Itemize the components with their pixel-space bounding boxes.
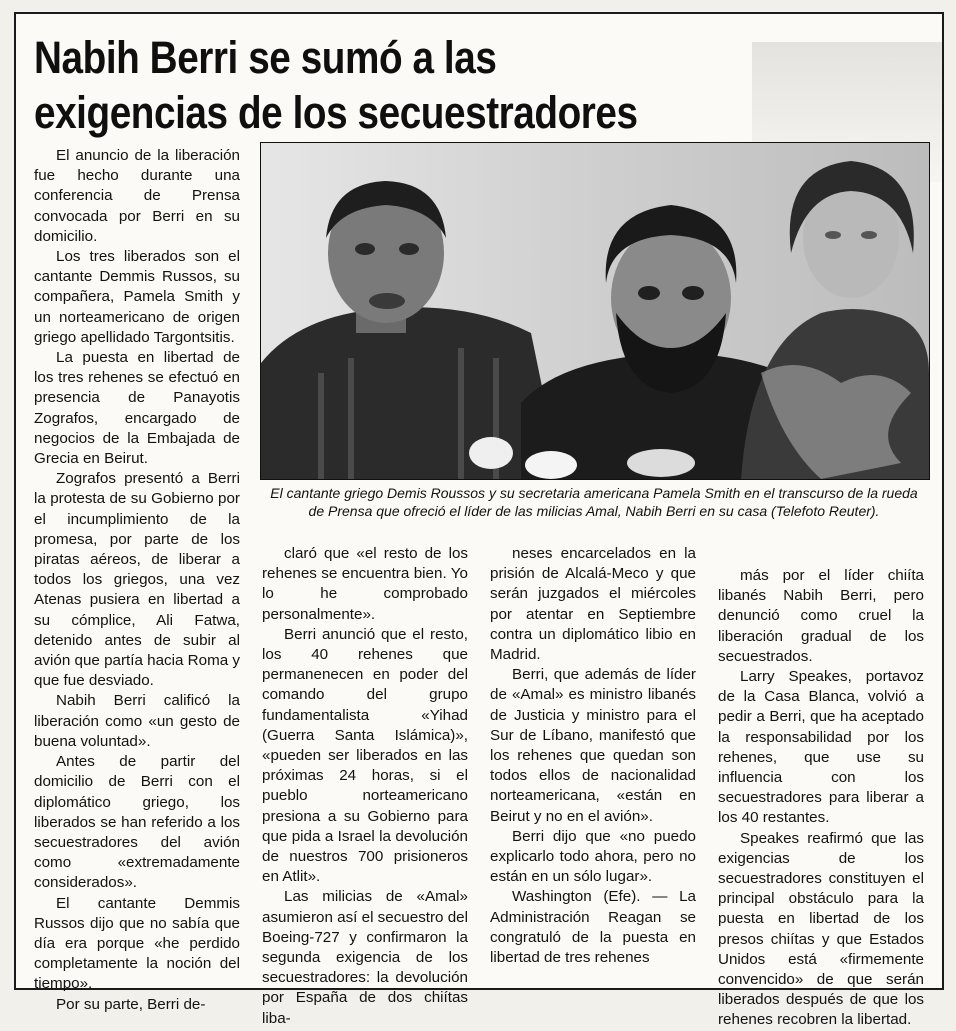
article-paragraph: El anuncio de la liberación fue hecho durante una conferencia de Prensa convocada por Berri en su domicilio. bbox=[34, 147, 240, 245]
article-paragraph: Las milicias de «Amal» asumieron así el secuestro del Boeing-727 y confirmaron la segunda exigencia de los secuestradores: la devolución por España de dos chiítas liba- bbox=[262, 888, 468, 1027]
article-paragraph: Berri, que además de líder de «Amal» es ministro libanés de Justicia y ministro para el Sur de Líbano, manifestó que los rehenes que quedan son todos ellos de nacionalidad norteamericana, «están en Beirut y no en el avión». bbox=[490, 666, 696, 825]
article-paragraph: Berri dijo que «no puedo explicarlo todo ahora, pero no están en un sólo lugar». bbox=[490, 827, 696, 886]
article-column-4 bbox=[718, 566, 924, 1031]
news-photo bbox=[260, 142, 930, 480]
article-column-1 bbox=[34, 146, 240, 1015]
article-paragraph: Por su parte, Berri de- bbox=[56, 995, 206, 1013]
photo-caption: El cantante griego Demis Roussos y su secretaria americana Pamela Smith en el transcurso de la rueda de Prensa que ofreció el líder de las milicias Amal, Nabih Berri en su casa (Telefoto Reuter). bbox=[270, 485, 918, 519]
photo-illustration bbox=[261, 143, 929, 479]
article-column-3 bbox=[490, 544, 696, 968]
newspaper-clipping bbox=[14, 12, 944, 1029]
article-column-2 bbox=[262, 544, 468, 1029]
article-paragraph: Zografos presentó a Berri la protesta de su Gobierno por el incumplimiento de la promesa, por parte de los piratas aéreos, de liberar a todos los griegos, una vez Atenas pusiera en libertad a su cómplice, Ali Fatwa, detenido antes de subir al avión que partía hacia Roma y que fue desviado. bbox=[34, 470, 240, 690]
headline: Nabih Berri se sumó a las exigencias de los secuestradores bbox=[34, 32, 638, 138]
article-paragraph: Washington (Efe). — La Administración Reagan se congratuló de la puesta en libertad de tres rehenes bbox=[490, 888, 696, 967]
article-paragraph: Larry Speakes, portavoz de la Casa Blanca, volvió a pedir a Berri, que ha aceptado la responsabilidad por los rehenes, que use su influencia con los secuestradores para liberar a los 40 restantes. bbox=[718, 668, 924, 827]
article-paragraph: Nabih Berri calificó la liberación como «un gesto de buena voluntad». bbox=[34, 692, 240, 750]
article-paragraph: La puesta en libertad de los tres rehenes se efectuó en presencia de Panayotis Zografos, encargado de negocios de la Embajada de Grecia en Beirut. bbox=[34, 349, 240, 468]
article-paragraph: Antes de partir del domicilio de Berri con el diplomático griego, los liberados se han referido a los secuestradores del avión como «extremadamente considerados». bbox=[34, 753, 240, 892]
article-paragraph: El cantante Demmis Russos dijo que no sabía que día era porque «he perdido completamente la noción del tiempo». bbox=[34, 894, 240, 993]
article-paragraph: más por el líder chiíta libanés Nabih Berri, pero denunció como cruel la liberación gradual de los secuestrados. bbox=[718, 567, 924, 665]
article-paragraph: claró que «el resto de los rehenes se encuentra bien. Yo lo he comprobado personalmente». bbox=[262, 545, 468, 623]
article-paragraph: Los tres liberados son el cantante Demmis Russos, su compañera, Pamela Smith y un norteamericano de origen griego apellidado Targontsitis. bbox=[34, 248, 240, 346]
article-paragraph: Berri anunció que el resto, los 40 rehenes que permanenecen en poder del comando del grupo fundamentalista «Yihad (Guerra Santa Islámica)», «pueden ser liberados en las próximas 24 horas, si el pueblo norteamericano presiona a su Gobierno para que pida a Israel la devolución de nuestros 700 prisioneros en Atlit». bbox=[262, 625, 468, 886]
article-paragraph: neses encarcelados en la prisión de Alcalá-Meco y que serán juzgados el miércoles por atentar en Septiembre contra un diplomático libio en Madrid. bbox=[490, 545, 696, 664]
article-paragraph: Speakes reafirmó que las exigencias de los secuestradores constituyen el principal obstáculo para la puesta en libertad de los presos chiítas y que Estados Unidos está «firmemente convencido» de que serán liberados después de que los rehenes recobren la libertad. bbox=[718, 829, 924, 1029]
